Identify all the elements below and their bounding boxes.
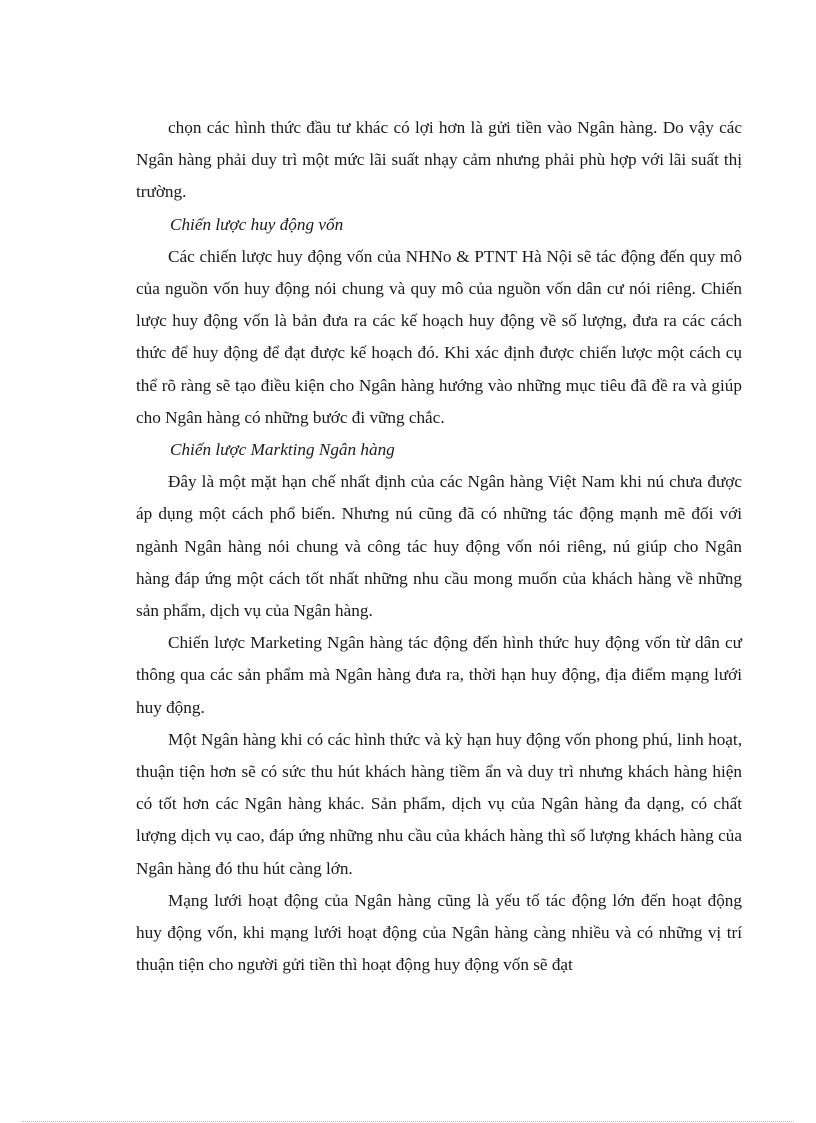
document-body (136, 112, 742, 981)
paragraph-marketing-limitation: Đây là một mặt hạn chế nhất định của các Ngân hàng Việt Nam khi nú chưa được áp dụng một cách phổ biến. Nhưng nú cũng đã có những tác động mạnh mẽ đối với ngành Ngân hàng nói chung và công tác huy động vốn nói riêng, nú giúp cho Ngân hàng đáp ứng một cách tốt nhất những nhu cầu mong muốn của khách hàng về những sản phẩm, dịch vụ của Ngân hàng. (136, 472, 742, 621)
paragraph-capital-strategy: Các chiến lược huy động vốn của NHNo & PTNT Hà Nội sẽ tác động đến quy mô của nguồn vốn huy động nói chung và quy mô của nguồn vốn dân cư nói riêng. Chiến lược huy động vốn là bản đưa ra các kế hoạch huy động về số lượng, đưa ra các cách thức để huy động để đạt được kế hoạch đó. Khi xác định được chiến lược một cách cụ thể rõ ràng sẽ tạo điều kiện cho Ngân hàng hướng vào những mục tiêu đã đề ra và giúp cho Ngân hàng có những bước đi vững chắc. (136, 246, 742, 427)
heading-marketing-strategy: Chiến lược Markting Ngân hàng (170, 440, 395, 460)
page-bottom-divider (22, 1121, 794, 1122)
paragraph-product-variety: Một Ngân hàng khi có các hình thức và kỳ hạn huy động vốn phong phú, linh hoạt, thuận tiện hơn sẽ có sức thu hút khách hàng tiềm ẩn và duy trì nhưng khách hàng hiện có tốt hơn các Ngân hàng khác. Sản phẩm, dịch vụ của Ngân hàng đa dạng, có chất lượng dịch vụ cao, đáp ứng những nhu cầu của khách hàng thì số lượng khách hàng của Ngân hàng đó thu hút càng lớn. (136, 729, 742, 878)
paragraph-interest-rate: chọn các hình thức đầu tư khác có lợi hơn là gửi tiền vào Ngân hàng. Do vậy các Ngân hàng phải duy trì một mức lãi suất nhạy cảm nhưng phải phù hợp với lãi suất thị trường. (136, 118, 742, 202)
paragraph-marketing-impact: Chiến lược Marketing Ngân hàng tác động đến hình thức huy động vốn từ dân cư thông qua các sản phẩm mà Ngân hàng đưa ra, thời hạn huy động, địa điểm mạng lưới huy động. (136, 633, 742, 717)
paragraph-branch-network: Mạng lưới hoạt động của Ngân hàng cũng là yếu tố tác động lớn đến hoạt động huy động vốn, khi mạng lưới hoạt động của Ngân hàng càng nhiều và có những vị trí thuận tiện cho người gửi tiền thì hoạt động huy động vốn sẽ đạt (136, 890, 742, 975)
heading-capital-strategy: Chiến lược huy động vốn (170, 214, 344, 234)
